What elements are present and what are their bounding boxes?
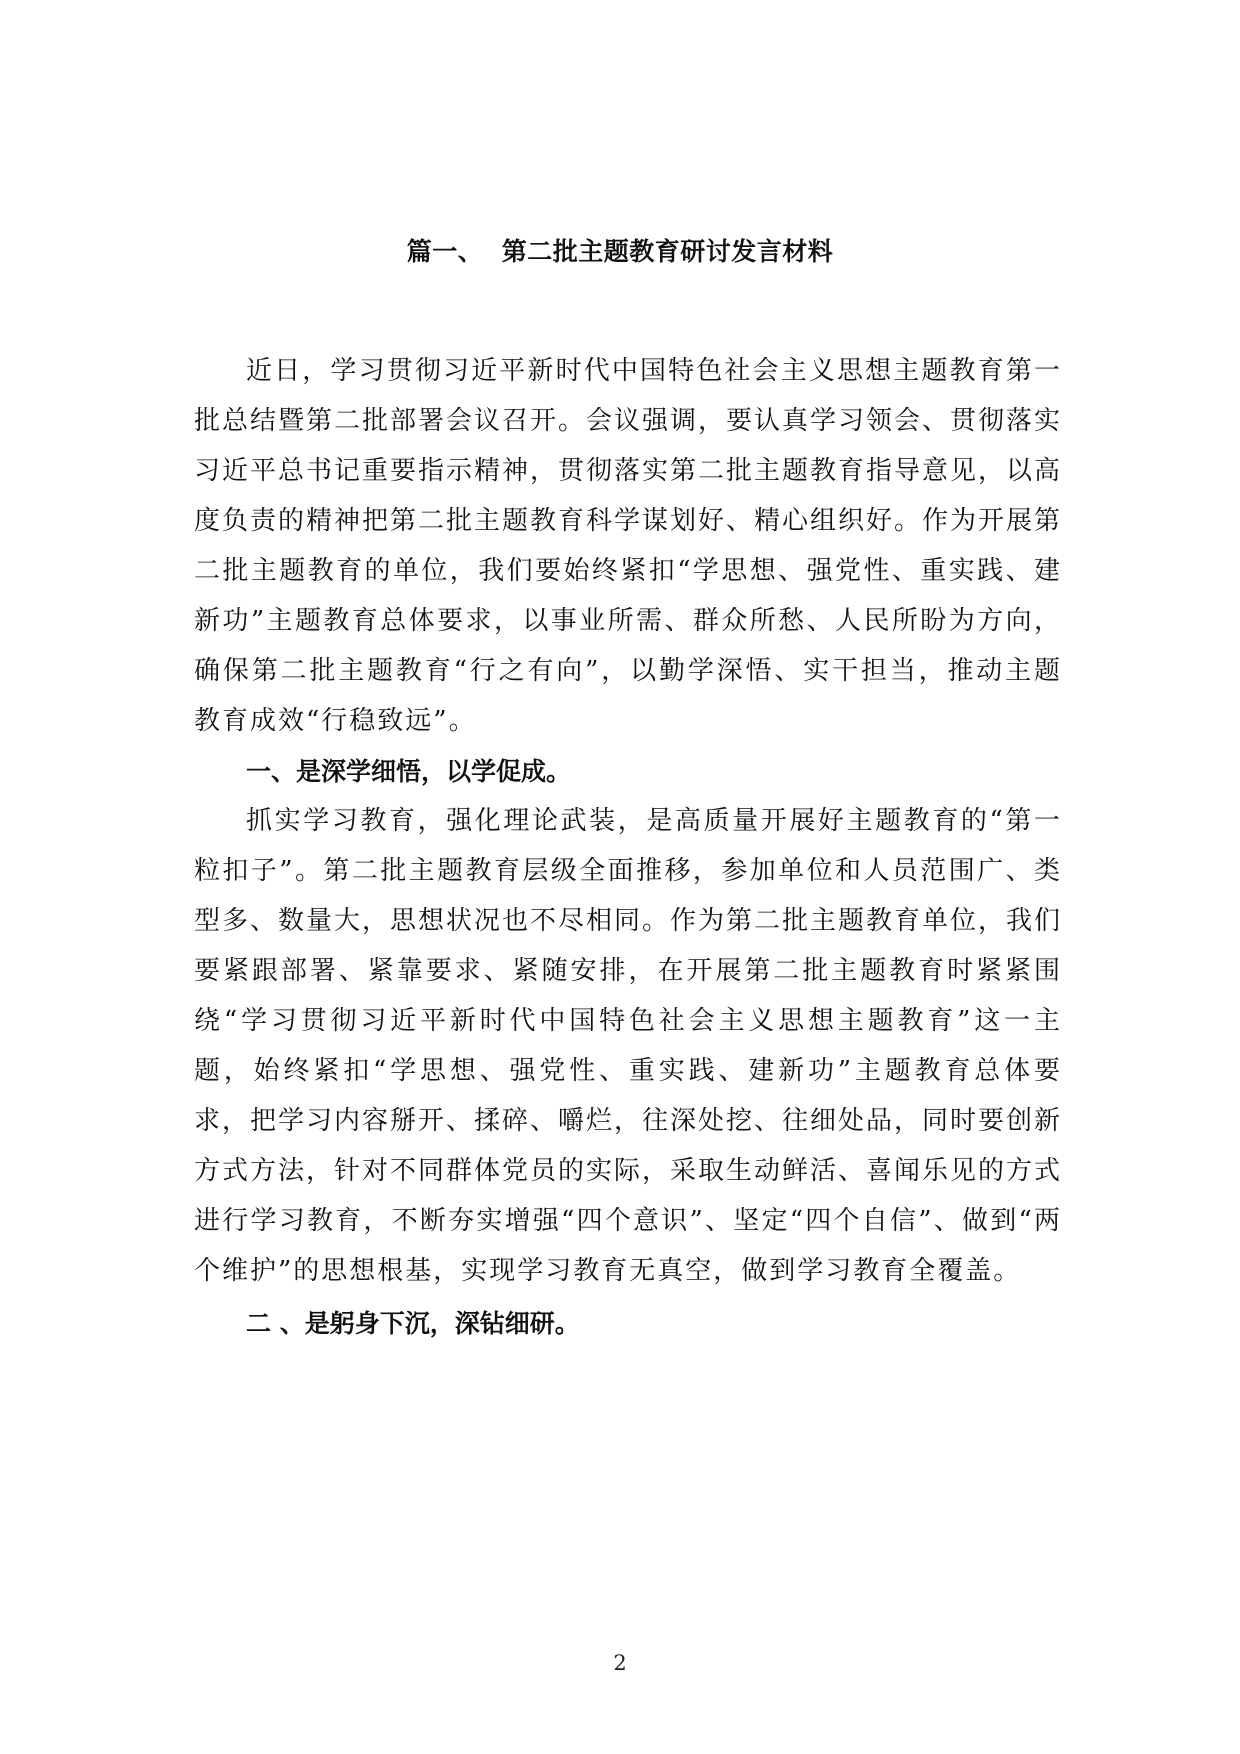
page-number: 2 [613,1651,627,1675]
document-title: 篇一、 第二批主题教育研讨发言材料 [406,237,834,266]
section-heading-1: 一、是深学细悟，以学促成。 [246,757,572,786]
body-paragraph-1: 近日，学习贯彻习近平新时代中国特色社会主义思想主题教育第一批总结暨第二批部署会议召开。会议强调，要认真学习领会、贯彻落实习近平总书记重要指示精神，贯彻落实第二批主题教育指导意见，以高度负责的精神把第二批主题教育科学谋划好、精心组织好。作为开展第二批主题教育的单位，我们要始终紧扣“学思想、强党性、重实践、建新功”主题教育总体要求，以事业所需、群众所愁、人民所盼为方向，确保第二批主题教育“行之有向”，以勤学深悟、实干担当，推动主题教育成效“行稳致远”。 [194,356,1063,736]
body-paragraph-2: 抓实学习教育，强化理论武装，是高质量开展好主题教育的“第一粒扣子”。第二批主题教育层级全面推移，参加单位和人员范围广、类型多、数量大，思想状况也不尽相同。作为第二批主题教育单位，我们要紧跟部署、紧靠要求、紧随安排，在开展第二批主题教育时紧紧围绕“学习贯彻习近平新时代中国特色社会主义思想主题教育”这一主题，始终紧扣“学思想、强党性、重实践、建新功”主题教育总体要求，把学习内容掰开、揉碎、嚼烂，往深处挖、往细处品，同时要创新方式方法，针对不同群体党员的实际，采取生动鲜活、喜闻乐见的方式进行学习教育，不断夯实增强“四个意识”、坚定“四个自信”、做到“两个维护”的思想根基，实现学习教育无真空，做到学习教育全覆盖。 [194,806,1063,1286]
section-heading-2: 二 、是躬身下沉，深钻细研。 [246,1309,580,1338]
